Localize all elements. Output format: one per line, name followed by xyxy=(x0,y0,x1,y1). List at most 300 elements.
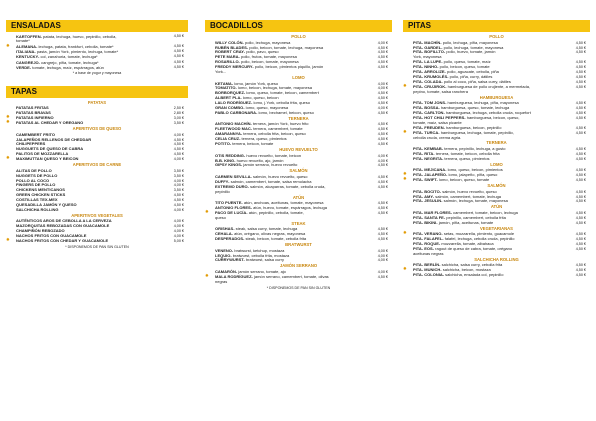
item-name: ANTONIO MACHÍN- xyxy=(215,121,252,127)
item-description: hamburguesa, beicon, queso, xyxy=(465,114,520,120)
item-price: 4,50 € xyxy=(575,268,586,273)
bocadillos-header: BOCADILLOS xyxy=(205,20,392,32)
item-price: 4,00 € xyxy=(377,269,388,274)
item-name: KENTUCKY- xyxy=(16,54,40,60)
item-price: 4,50 € xyxy=(575,79,586,84)
item-price: 4,50 € xyxy=(575,263,586,268)
item-price: 4,50 € xyxy=(173,152,184,157)
menu-item xyxy=(403,273,590,278)
new-star-icon: ✸ xyxy=(403,230,407,236)
item-name: PITA- CRUJIROK- xyxy=(413,83,447,89)
item-price: 4,00 € xyxy=(173,224,184,229)
subsection-title: SALMÓN xyxy=(487,183,506,189)
subsection-title: ATÚN xyxy=(292,194,305,200)
item-price: 4,50 € xyxy=(575,101,586,106)
item-description-continued: York... xyxy=(215,69,227,75)
item-description: ternera, jamón York, huevo frito xyxy=(251,121,309,127)
subsection-title: TERNERA xyxy=(486,140,507,146)
menu-item xyxy=(403,82,590,90)
item-name: MAZORQUITAS REBOZADAS CON GUACAMOLE xyxy=(16,223,110,229)
item-description: pollo, beicon, tomate, lechuga, mayonesa xyxy=(248,44,324,50)
menu-item xyxy=(205,65,392,70)
menu-item xyxy=(403,178,590,183)
item-name: PITA- GARDEL- xyxy=(413,44,443,50)
item-description: pollo, queso, tomate, maíz xyxy=(442,59,491,65)
item-description: lomo, bechamel, beicon, queso xyxy=(257,109,314,115)
item-price: 4,50 € xyxy=(377,137,388,142)
item-description: lechuga, patata, frankfurt, cebolla, tomate* xyxy=(37,44,114,50)
item-name: VENENO- xyxy=(215,247,234,253)
item-description: atún, anchoas, aceitunas, tomate, mayonesa xyxy=(242,200,324,206)
item-description: mozzarella, tomate, albahaca xyxy=(440,241,494,247)
gluten-free-note: * DISPONEMOS DE PAN SIN GLUTEN xyxy=(65,244,129,249)
item-name: VERDE- xyxy=(16,64,32,70)
item-name: PITA- JALAPEÑO- xyxy=(413,172,448,178)
item-name: AMARANNYA- xyxy=(215,131,243,137)
gluten-free-note: * DISPONEMOS DE PAN SIN GLUTEN xyxy=(266,285,331,290)
new-star-icon: ✸ xyxy=(205,272,209,278)
item-price: 4,00 € xyxy=(173,178,184,183)
item-description: jamón, piña, aceitunas, tomate xyxy=(437,219,494,225)
item-price: 4,50 € xyxy=(575,106,586,111)
item-name: LALO RODRÍGUEZ- xyxy=(215,100,253,106)
item-description: atún, orégano, olivas negras, mayonesa xyxy=(233,231,306,237)
item-price: 4,00 € xyxy=(377,248,388,253)
menu-item xyxy=(6,239,188,244)
item-price: 3,50 € xyxy=(173,188,184,193)
item-description-continued: aceitunas negras xyxy=(413,250,444,256)
item-name: PITA- BOSSA- xyxy=(413,105,440,111)
item-price: 3,00 € xyxy=(173,116,184,121)
item-description: pollo, aguacate, cebolla, piña xyxy=(445,69,499,75)
item-name: PETE MARA- xyxy=(215,54,240,60)
item-name: PITA- CARLTON- xyxy=(413,109,445,115)
item-name: QUESADILLA JAMÓN Y QUESO xyxy=(16,202,77,208)
subsection-title: APERITIVOS DE QUESO xyxy=(72,126,122,132)
item-description: salchicha, salsa curry, cebolla frita xyxy=(440,262,503,268)
item-name: GRAN COMBO- xyxy=(215,105,245,111)
subsection-title: POLLO xyxy=(291,34,306,39)
item-price: 4,00 € xyxy=(173,132,184,137)
item-price: 4,50 € xyxy=(575,84,586,89)
item-description: steak, salsa curry, tomate, lechuga xyxy=(234,226,298,232)
item-price: 4,50 € xyxy=(377,163,388,168)
item-price: 5,00 € xyxy=(173,239,184,244)
item-description: salmón, camembert, tomate, lechuga xyxy=(434,193,502,199)
item-description: lomo, queso, beicon, pimientos xyxy=(446,167,503,173)
item-name: CEHALA- xyxy=(215,231,233,237)
item-price: 4,50 € xyxy=(173,34,184,38)
menu-item xyxy=(403,199,590,204)
item-description: pollo, beicon, tomate, mayonesa xyxy=(239,59,299,65)
item-price: 4,00 € xyxy=(173,234,184,239)
item-description: pollo, pavo, queso xyxy=(245,49,279,55)
item-price: 4,50 € xyxy=(173,203,184,208)
item-price: 4,50 € xyxy=(173,193,184,198)
item-price: 4,50 € xyxy=(575,242,586,247)
item-name: WILLY COLÓN- xyxy=(215,39,244,45)
item-name: FLEETWOOD MAC- xyxy=(215,126,253,132)
item-price: 4,50 € xyxy=(173,147,184,152)
item-price: 4,50 € xyxy=(575,115,586,120)
item-description-continued: cebolla cruda, crema agria. xyxy=(413,134,462,140)
item-description: jamón serrano, huevo revuelto xyxy=(242,162,298,168)
new-star-icon: ✸ xyxy=(205,208,209,214)
item-name: FREDDY MERCURY- xyxy=(215,64,254,70)
item-name: ALEMANA- xyxy=(16,44,38,50)
item-price: 4,50 € xyxy=(575,215,586,220)
item-price: 4,50 € xyxy=(575,74,586,79)
new-star-icon: ✸ xyxy=(403,171,407,177)
menu-item xyxy=(6,65,188,70)
item-description: ternera, queso, pimientos xyxy=(443,155,490,161)
item-name: ROBERT CRAY- xyxy=(215,49,246,55)
ensaladas-note: * a base de yogur y mayonesa xyxy=(72,70,122,75)
menu-item xyxy=(205,163,392,168)
item-price: 4,50 € xyxy=(377,55,388,60)
item-name: PITA- TURCA- xyxy=(413,129,440,135)
right-column xyxy=(403,20,590,278)
item-name: B.B. KING- xyxy=(215,157,236,163)
item-name: PITA- NINHO- xyxy=(413,64,439,70)
item-price: 4,50 € xyxy=(377,122,388,127)
item-name: NUGGUETS DE QUESO DE CABRA xyxy=(16,146,84,152)
item-description: tomate, lechuga, maíz, espárragos, atún xyxy=(31,64,104,70)
item-price: 4,00 € xyxy=(377,86,388,91)
item-price: 4,50 € xyxy=(575,194,586,199)
item-name: PITA- FALAFEL- xyxy=(413,236,444,242)
item-price: 4,50 € xyxy=(377,60,388,65)
item-description: salchicha, beicon, mostaza xyxy=(441,267,491,273)
item-description: ternera, pepinillo, lechuga, a gusto xyxy=(443,146,506,151)
tapas-header: TAPAS xyxy=(6,86,188,98)
item-price: 4,50 € xyxy=(377,232,388,237)
item-name: CHAMPIÑÓN REBOZADO xyxy=(16,228,65,234)
item-name: PITA- FREUDEN- xyxy=(413,124,445,130)
menu-item xyxy=(205,272,392,280)
item-name: PITA- COLONIA- xyxy=(413,272,445,278)
item-name: PABLO CARBONARA- xyxy=(215,109,258,115)
item-price: 4,00 € xyxy=(377,258,388,263)
item-name: BORBORQUEZ- xyxy=(215,90,246,96)
item-description: pollo, huevo, tomate, jamón xyxy=(445,49,496,55)
item-name: ORISHAS- xyxy=(215,226,235,232)
item-name: PITA- BERLÍN- xyxy=(413,262,441,268)
item-description: jamón serrano, camembert, tomate, olivas xyxy=(252,273,329,279)
item-name: PATATAS AL CHEDAR Y OREGANO xyxy=(16,120,84,126)
item-description: salmón, camembert, tomate, salsa remolacha xyxy=(229,178,312,184)
item-price: 4,50 € xyxy=(377,101,388,106)
item-description: pollo, lechuga, mayonesa xyxy=(243,39,291,45)
menu-item xyxy=(403,221,590,226)
item-name: PITA- ROQUE- xyxy=(413,241,441,247)
item-price: 4,50 € xyxy=(575,147,586,151)
item-name: PITA- BOCITO- xyxy=(413,188,442,194)
item-price: 4,50 € xyxy=(575,178,586,183)
item-price: 4,00 € xyxy=(173,207,184,212)
item-description: atún, huevo, tomate, espárragos, lechuga xyxy=(252,205,327,211)
pitas-header: PITAS xyxy=(403,20,590,32)
left-column xyxy=(6,20,188,250)
item-name: ANTONIO FLORES- xyxy=(215,205,253,211)
item-price: 4,50 € xyxy=(173,64,184,69)
item-price: 4,50 € xyxy=(173,198,184,203)
item-description: bratwurst, salsa curry xyxy=(244,257,284,263)
item-price: 4,50 € xyxy=(173,59,184,64)
item-name: CAMEMBERT FRITO xyxy=(16,131,56,137)
item-price: 4,50 € xyxy=(377,45,388,50)
item-price: 4,00 € xyxy=(377,40,388,45)
item-price: 4,50 € xyxy=(575,70,586,75)
menu-item xyxy=(205,142,392,147)
item-price: 4,50 € xyxy=(173,137,184,142)
item-description: hamburguesa, queso, tomate, lechuga xyxy=(439,105,510,111)
item-name: PATATAS BRAVAS xyxy=(16,110,51,116)
item-description: ternera, queso, pimientos xyxy=(240,136,287,142)
item-price: 4,50 € xyxy=(575,189,586,194)
item-price: 4,50 € xyxy=(377,179,388,184)
item-price: 4,50 € xyxy=(173,44,184,49)
item-name: AUTÉNTICOS AROS DE CEBOLLA A LA CERVEZA xyxy=(16,218,112,224)
subsection-title: HAMBURGUESA xyxy=(479,94,514,100)
menu-item xyxy=(205,258,392,263)
item-description: hamburguesa, beicon, pepinillo xyxy=(444,124,502,130)
menu-item xyxy=(403,50,590,55)
item-name: PITA- MAR FLORES- xyxy=(413,209,453,215)
item-name: PITA- MACHÍN- xyxy=(413,39,442,45)
item-name: PITA- BOFILLTO- xyxy=(413,49,446,55)
item-price: 4,50 € xyxy=(575,45,586,50)
item-description: hamburguesa de pollo crujiente, a mermelada, xyxy=(446,83,531,89)
item-description: pollo al coco, piña, salsa curry, dátiles xyxy=(442,78,511,84)
item-price: 2,50 € xyxy=(173,106,184,111)
item-description: lomo, jamón York, queso xyxy=(233,80,279,86)
item-description: pollo, beicon, pimientos piquillo, jamón xyxy=(253,64,324,70)
item-name: CHICKENS MENTICANOS xyxy=(16,187,65,193)
item-price: 4,50 € xyxy=(575,232,586,237)
subsection-title: TERNERA xyxy=(288,115,309,121)
item-price: 4,50 € xyxy=(377,50,388,55)
item-price: 4,50 € xyxy=(575,173,586,178)
item-description: lomo, j.York, cebolla frita, queso xyxy=(252,100,311,106)
item-name: RUBÉN BLADES- xyxy=(215,44,249,50)
item-name: ALBERT PLA- xyxy=(215,95,242,101)
item-price: 3,50 € xyxy=(173,121,184,126)
item-description: lomo, queso, mayonesa xyxy=(244,105,289,111)
item-name: KARTOFFEN- xyxy=(16,34,42,39)
item-name: ALITAS DE POLLO xyxy=(16,167,52,173)
item-description: lomo, queso, beicon xyxy=(241,95,279,101)
item-price: 4,50 € xyxy=(173,49,184,54)
item-description: ternera, tomate, beicon, cebolla frita xyxy=(434,150,500,156)
subsection-title: BRATWURST xyxy=(285,242,312,248)
item-name: PITA- COLADA- xyxy=(413,78,443,84)
menu-item xyxy=(6,208,188,213)
item-name: PITA- LA LUPE- xyxy=(413,59,443,65)
item-description: lomo, beicon, queso, tomate xyxy=(437,177,490,183)
subsection-title: STEAK xyxy=(291,220,306,226)
menu-item xyxy=(403,247,590,252)
item-description: hamburguesa, lechuga, piña, mayonesa xyxy=(446,100,519,106)
subsection-title: LOMO xyxy=(490,161,503,167)
item-description: hamburguesa, lechuga, tomate, pepinillo, xyxy=(439,129,514,135)
item-name: NUGGETS DE POLLO xyxy=(16,172,58,178)
menu-item xyxy=(403,128,590,136)
item-name: PITA- MUNICH- xyxy=(413,267,442,273)
menu-item xyxy=(6,34,188,39)
item-price: 4,50 € xyxy=(377,237,388,242)
item-price: 4,50 € xyxy=(377,206,388,211)
item-description: ragout de queso de cabra, tomate, orégano xyxy=(434,245,513,251)
item-description: bratwurst, cebolla frita, mostaza xyxy=(231,252,290,258)
item-price: 4,50 € xyxy=(575,130,586,135)
subsection-title: APERITIVOS DE CARNE xyxy=(72,162,122,168)
item-price: 4,50 € xyxy=(575,273,586,278)
item-price: 4,50 € xyxy=(377,201,388,206)
item-name: PALITOS DE MOZZARELLA xyxy=(16,151,69,157)
item-price: 4,50 € xyxy=(575,199,586,204)
item-name: DUFFY- xyxy=(215,178,230,184)
item-price: 4,00 € xyxy=(377,106,388,111)
subsection-title: JAMÓN SERRANO xyxy=(279,263,318,269)
new-star-icon: ✸ xyxy=(6,43,10,49)
item-description: atún, pepinillo, cebolla, tomate, xyxy=(247,209,304,215)
new-star-icon: ✸ xyxy=(6,237,10,243)
subsection-title: POLLO xyxy=(489,34,504,39)
item-price: 4,50 € xyxy=(575,60,586,65)
item-price: 4,50 € xyxy=(173,142,184,147)
item-name: PITA- NEGRITA- xyxy=(413,155,444,161)
item-name: CANGREJO- xyxy=(16,59,41,65)
item-description-continued: York, mayonesa xyxy=(413,54,442,60)
ensaladas-header: ENSALADAS xyxy=(6,20,188,32)
item-description: pollo, piña, curry, dátiles xyxy=(448,73,493,79)
new-star-icon: ✸ xyxy=(403,176,407,182)
item-name: PITA- EOS- xyxy=(413,245,435,251)
item-name: FINGERS DE POLLO xyxy=(16,182,56,188)
item-name: POTITO- xyxy=(215,141,232,147)
item-price: 3,50 € xyxy=(173,168,184,173)
item-name: LEQUIO- xyxy=(215,252,232,258)
item-name: PATATAS INFIERNO xyxy=(16,115,54,121)
item-price: 4,00 € xyxy=(173,219,184,224)
item-price: 4,50 € xyxy=(575,210,586,215)
menu-item xyxy=(205,237,392,242)
item-name: OTIS REDDING- xyxy=(215,152,246,158)
item-name: CELIA CRUZ- xyxy=(215,136,241,142)
item-description: lomo, jalapeño, piña, queso xyxy=(447,172,498,178)
item-name: DESPERADOS- xyxy=(215,236,245,242)
item-description: falafel, lechuga, cebolla cruda, pepinillo xyxy=(443,236,515,242)
item-description: cangrejo, piña, tomate, lechuga* xyxy=(40,59,99,65)
item-name: PITA- RITA- xyxy=(413,150,435,156)
item-price: 4,50 € xyxy=(575,40,586,45)
item-description: salmón, huevo revuelto, queso xyxy=(441,188,497,194)
new-star-icon: ✸ xyxy=(6,119,10,125)
item-price: 4,50 € xyxy=(377,184,388,189)
item-description: lomo, beicon, lechuga, tomate, mayonesa xyxy=(236,85,312,91)
item-name: KETAMA- xyxy=(215,80,234,86)
item-name: NACHOS FRITOS CON CHEDAR Y GUACAMOLE xyxy=(16,238,109,244)
subsection-title: SALMÓN xyxy=(289,168,308,174)
item-price: 4,50 € xyxy=(575,65,586,70)
item-description: jamón serrano, tomate, ajo xyxy=(237,268,286,274)
item-description: salmón, huevo revuelto, queso xyxy=(251,173,308,179)
item-description: pollo, lechuga, piña, mayonesa xyxy=(441,39,498,45)
item-price: 4,50 € xyxy=(377,132,388,137)
item-description: salmón, lechuga, tomate, mayonesa xyxy=(442,198,508,204)
item-name: PITA- ARROLIZE- xyxy=(413,69,446,75)
item-price: 2,80 € xyxy=(173,111,184,116)
item-description: steak, beicon, tomate, cebolla frita xyxy=(244,236,307,242)
item-name: JALAPEÑOS RELLENOS DE CHEDDAR xyxy=(16,136,92,142)
item-name: POLLO AL COCO xyxy=(16,177,50,183)
item-description-continued: tomate, maíz, salsa picante xyxy=(413,119,462,125)
item-name: CHILIPEPPERS xyxy=(16,141,46,147)
item-description: ternera, camembert, tomate xyxy=(252,126,303,132)
item-description: salchicha, ensalada col, pepinillo xyxy=(444,272,504,278)
item-name: PACO DE LUCÍA- xyxy=(215,209,248,215)
item-name: PITA- KEMBAB- xyxy=(413,146,444,151)
item-description: pollo, frutos, tomate, mayonesa xyxy=(239,54,297,60)
menu-item xyxy=(205,111,392,116)
item-price: 4,00 € xyxy=(377,81,388,86)
menu-item xyxy=(205,185,392,190)
item-name: PITA- AMY- xyxy=(413,193,435,199)
item-price: 4,50 € xyxy=(575,237,586,242)
item-name: COSTILLAS TEX-MEX xyxy=(16,197,58,203)
item-price: 4,50 € xyxy=(575,50,586,55)
item-price: 4,50 € xyxy=(377,274,388,279)
item-price: 4,50 € xyxy=(575,110,586,115)
subsection-title: LOMO xyxy=(292,74,305,80)
item-description: pepinillo, camembert, cebolla frita xyxy=(445,214,506,220)
item-price: 4,50 € xyxy=(377,96,388,101)
item-description: setas, mozzarella, pimiento, guacamole xyxy=(442,231,515,237)
item-name: MAXIMUTTAN QUESO Y BEICON xyxy=(16,156,79,162)
item-description: col, zanahoria, tomate, lechuga* xyxy=(39,54,98,60)
item-name: GIPSY KINGS- xyxy=(215,162,243,168)
item-description: huevo revuelto, tomate, beicon xyxy=(245,152,302,158)
item-name: PITA- KRUMOLÉS- xyxy=(413,73,449,79)
item-name: GREEN CHICKEN STICKS xyxy=(16,192,66,198)
item-name: PITA- MEJICANA- xyxy=(413,167,447,173)
item-name: EXTREMO DURO- xyxy=(215,183,249,189)
item-description: pollo, beicon, queso, tomate xyxy=(438,64,490,70)
subsection-title: PATATAS xyxy=(87,99,107,105)
ensaladas-section xyxy=(6,20,188,76)
new-star-icon: ✸ xyxy=(6,155,10,161)
item-price: 4,50 € xyxy=(377,127,388,132)
item-name: PITA- VERANO- xyxy=(413,231,443,237)
item-price: 4,50 € xyxy=(377,174,388,179)
item-price: 4,50 € xyxy=(377,110,388,115)
item-name: PITA- JESULIN- xyxy=(413,198,443,204)
subsection-title: HUEVO REVUELTO xyxy=(279,147,318,152)
item-price: 4,50 € xyxy=(575,156,586,161)
item-description: bratwurst, ketchup, mostaza xyxy=(233,247,285,253)
item-description: lomo, queso, tomate, beicon, camembert xyxy=(245,90,319,96)
item-name: PITA- SWIFT- xyxy=(413,177,438,183)
item-name: PITA- SANTA FE- xyxy=(413,214,446,220)
item-price: 4,50 € xyxy=(575,151,586,156)
item-price: 4,00 € xyxy=(377,253,388,258)
item-name: TOMATITO- xyxy=(215,85,237,91)
item-name: CURRYWURST- xyxy=(215,257,245,263)
item-description: pasta, jamón York, pimiento, lechuga, tomate* xyxy=(35,49,119,55)
menu-item xyxy=(6,157,188,162)
item-description: pollo, lechuga, tomate, mayonesa xyxy=(442,44,504,50)
